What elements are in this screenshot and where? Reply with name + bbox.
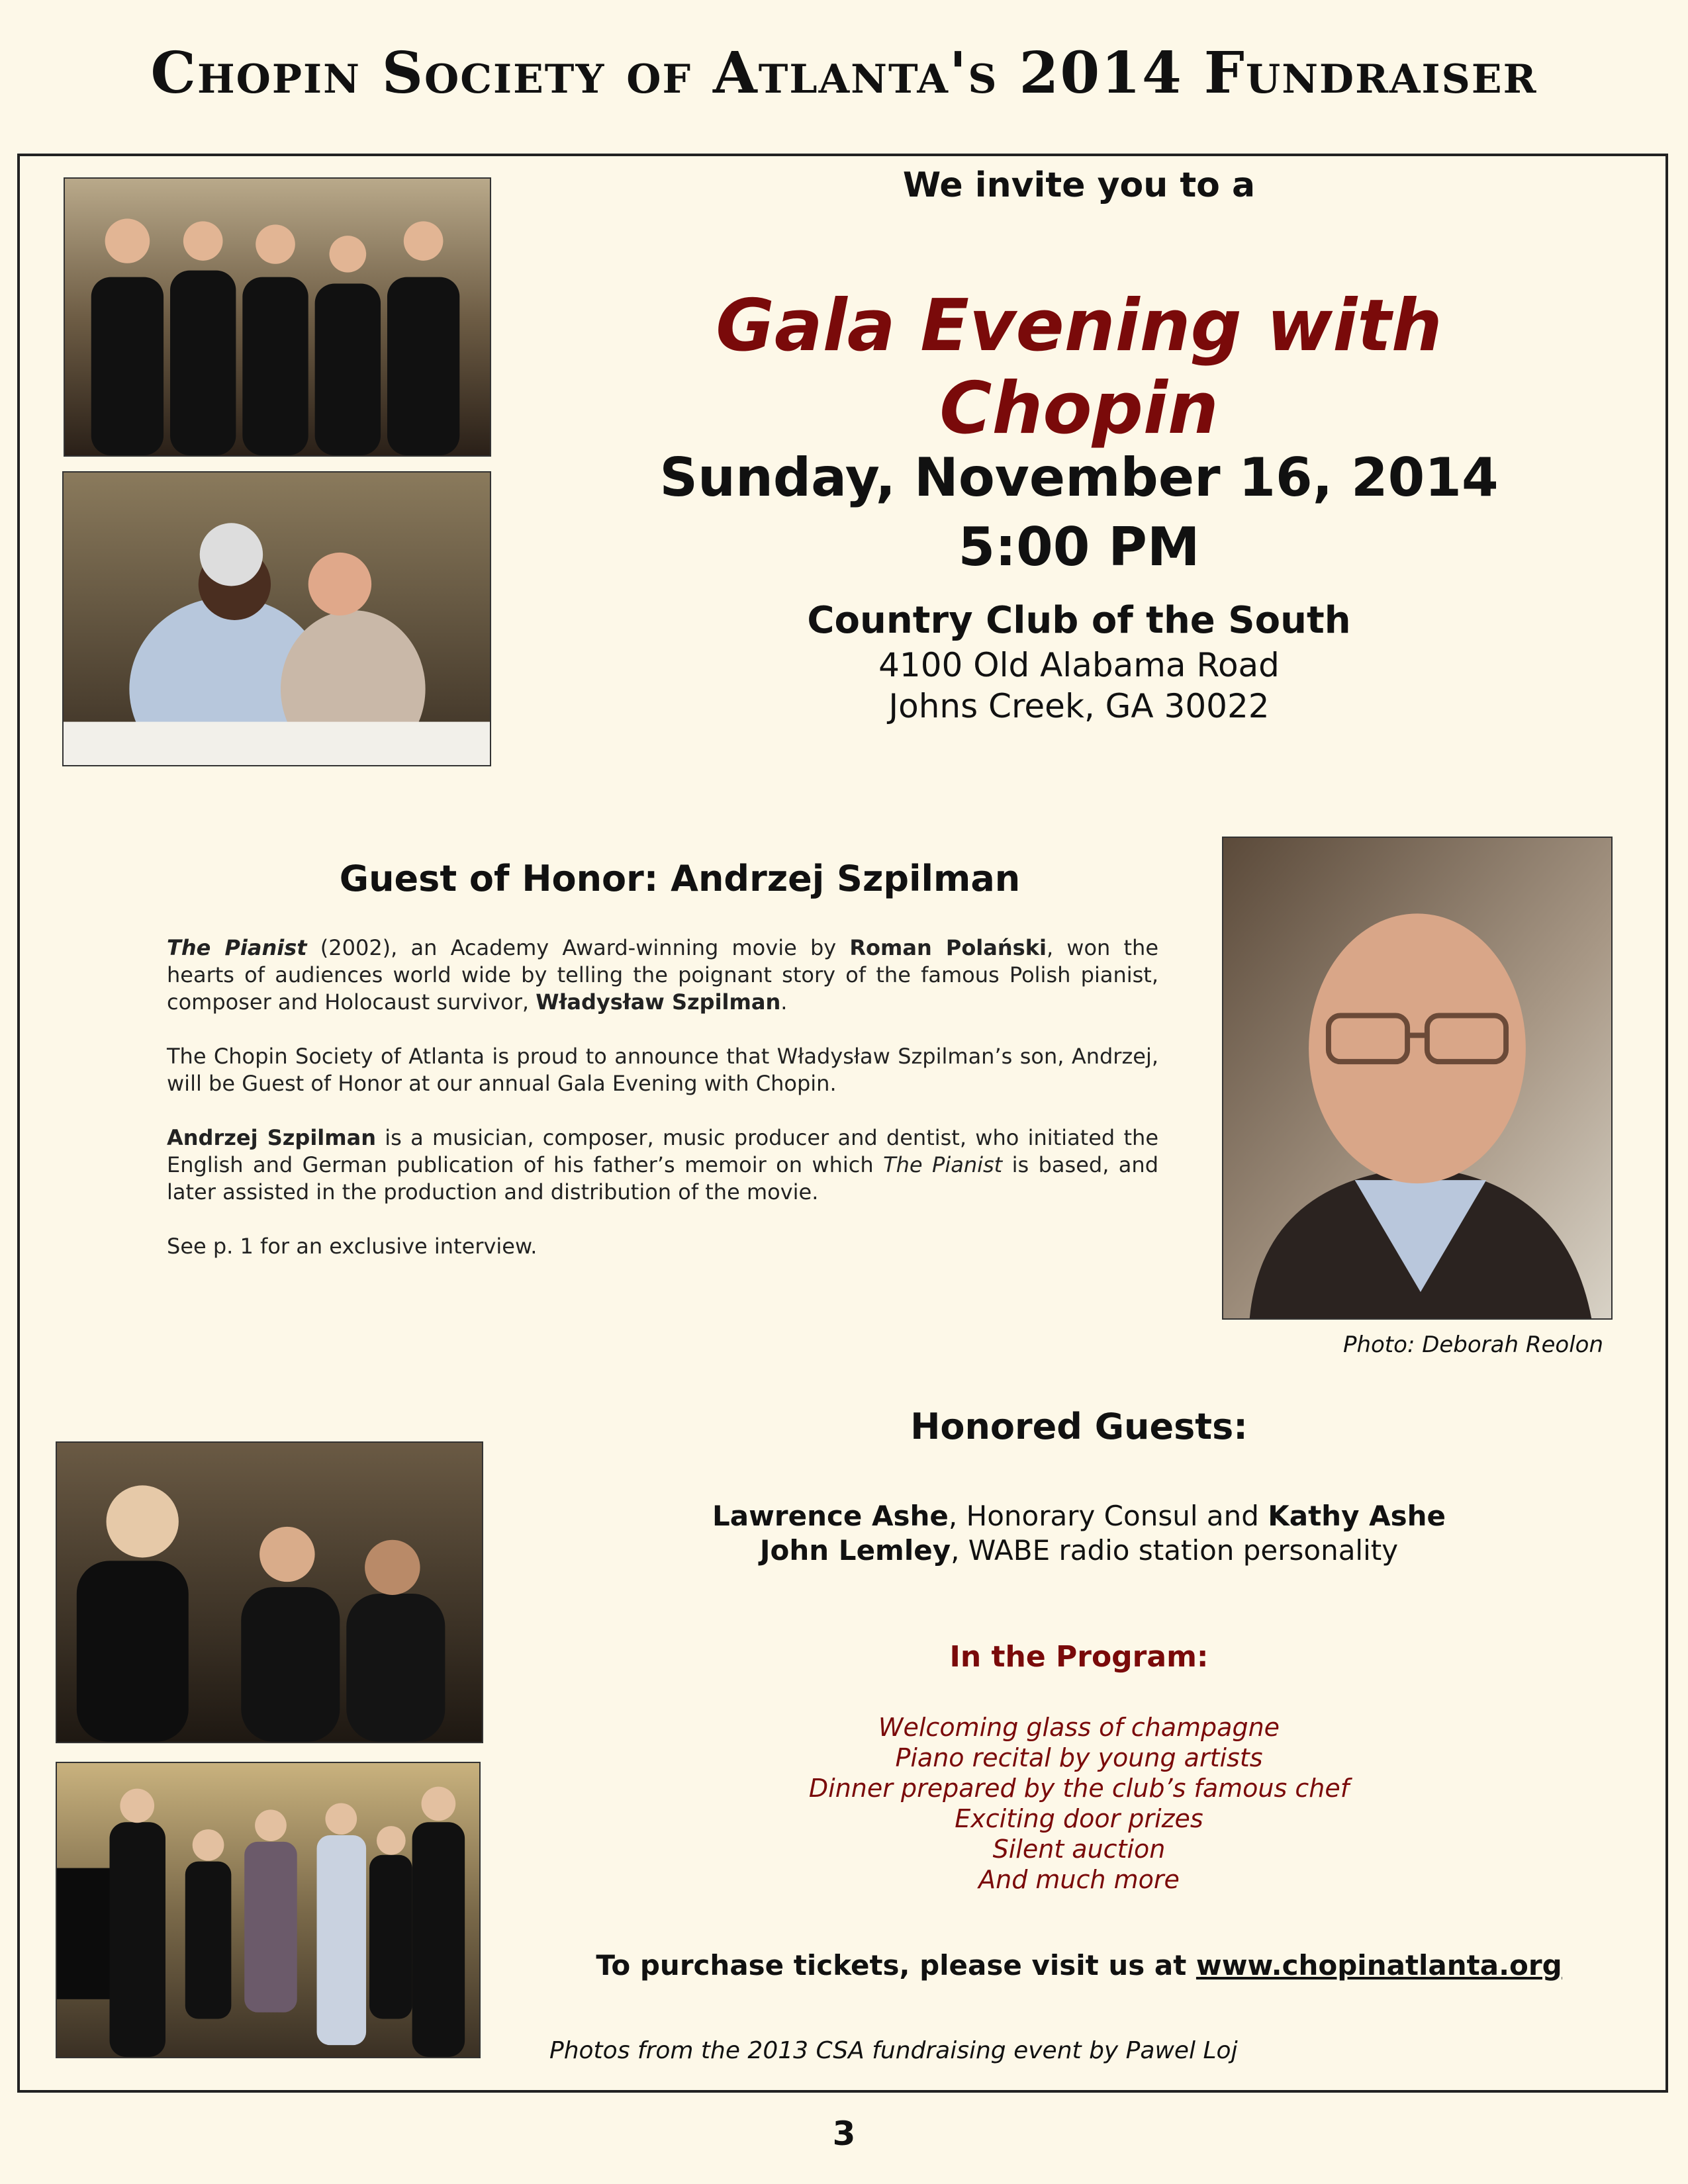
program-list — [682, 1712, 1476, 1895]
honored-guests-heading: Honored Guests: — [910, 1406, 1248, 1447]
guest-of-honor-bio — [167, 934, 1158, 1287]
invite-intro: We invite you to a — [902, 165, 1256, 205]
program-item: And much more — [978, 1865, 1180, 1894]
tickets-info: To purchase tickets, please visit us at www.chopinatlanta.org — [596, 1949, 1562, 1981]
event-name: Gala Evening with Chopin — [716, 285, 1442, 450]
event-photo-toast — [56, 1441, 483, 1743]
bio-paragraph-2: The Chopin Society of Atlanta is proud to announce that Władysław Szpilman’s son, Andrzej, will be Guest of Honor at our annual Gala Evening with Chopin. — [167, 1044, 1158, 1096]
program-item: Silent auction — [992, 1835, 1166, 1864]
program-item: Piano recital by young artists — [895, 1743, 1263, 1772]
bio-paragraph-4: See p. 1 for an exclusive interview. — [167, 1234, 538, 1259]
program-item: Welcoming glass of champagne — [878, 1713, 1280, 1742]
venue-name: Country Club of the South — [807, 599, 1351, 642]
program-heading: In the Program: — [949, 1640, 1209, 1674]
photos-credit: Photos from the 2013 CSA fundraising event by Pawel Loj — [549, 2037, 1238, 2064]
program-item: Exciting door prizes — [955, 1804, 1203, 1833]
guest-of-honor-portrait — [1222, 837, 1613, 1320]
tickets-link[interactable]: www.chopinatlanta.org — [1196, 1949, 1562, 1981]
event-photo-seated-guests — [62, 471, 491, 766]
venue-address-line2: Johns Creek, GA 30022 — [888, 687, 1270, 725]
event-date: Sunday, November 16, 2014 — [659, 447, 1499, 508]
page-number: 3 — [832, 2115, 856, 2153]
bio-paragraph-3: Andrzej Szpilman is a musician, composer, music producer and dentist, who initiated the English and German publication of his father’s memoir on which The Pianist is based, and later assisted in the production and distribution of the movie. — [167, 1125, 1159, 1205]
event-time: 5:00 PM — [958, 516, 1200, 578]
event-photo-group — [64, 177, 491, 457]
bio-paragraph-1: The Pianist (2002), an Academy Award-winning movie by Roman Polański, won the hearts of audiences world wide by telling the poignant story of the famous Polish pianist, composer and Holocaust survivor, Władysław Szpilman. — [167, 935, 1159, 1015]
guest-of-honor-heading: Guest of Honor: Andrzej Szpilman — [339, 858, 1021, 899]
program-item: Dinner prepared by the club’s famous chef — [808, 1774, 1350, 1803]
honored-guest-line-1: Lawrence Ashe, Honorary Consul and Kathy Ashe — [712, 1500, 1446, 1532]
venue-address-line1: 4100 Old Alabama Road — [878, 646, 1280, 684]
event-photo-artists-group — [56, 1762, 481, 2058]
portrait-photo-credit: Photo: Deborah Reolon — [1342, 1332, 1603, 1358]
honored-guest-line-2: John Lemley, WABE radio station personality — [759, 1534, 1399, 1567]
page-title: Chopin Society of Atlanta's 2014 Fundraiser — [150, 40, 1538, 107]
